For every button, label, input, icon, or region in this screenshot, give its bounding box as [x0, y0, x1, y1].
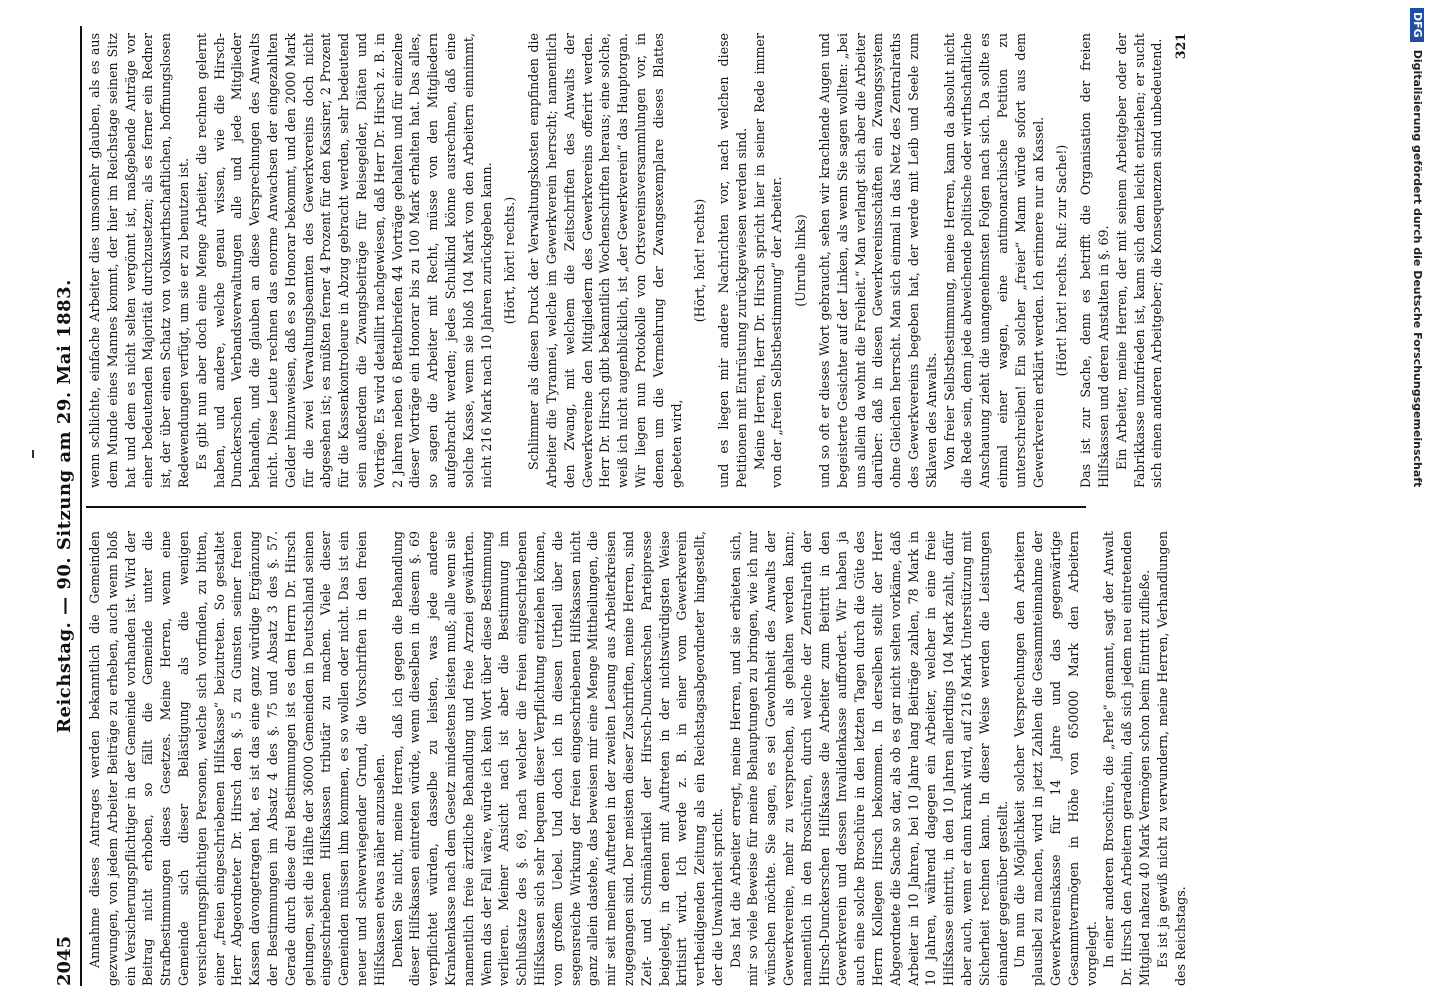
paragraph: und es liegen mir andere Nachrichten vor, nach welchen diese Petitionen mit Entrüstung zurückgewiesen werden sind. — [716, 33, 749, 488]
dfg-logo: DFG — [1410, 8, 1424, 42]
page-title: Reichstag. — 90. Sitzung am 29. Mai 1883. — [54, 279, 75, 733]
paragraph: Denken Sie nicht, meine Herren, daß ich gegen die Behandlung dieser Hilfskassen eintreten würde, wenn dieselben in diesem §. 69 verpflichtet würden, dasselbe zu leisten, was jede andere Krankenkasse nach dem Gesetz mindestens leisten muß; alle wenn sie namentlich freie ärztliche Behandlung und freie Arznei gewährten. Wenn das der Fall wäre, würde ich kein Wort über diese Bestimmung verlieren. Meiner Ansicht nach ist aber die Bestimmung im Schlußsatze des §. 69, nach welcher die freien eingeschriebenen Hilfskassen sich sehr bequem dieser Verpflichtung entziehen können, von großem Uebel. Und doch ich in diesen Urtheil über die segensreiche Wirkung der freien eingeschriebenen Hilfskassen nicht ganz allein dastehe, das beweisen mir eine Menge Mittheilungen, die mir seit meinem Auftreten in der zweiten Lesung aus Arbeiterkreisen zugegangen sind. Der meisten dieser Zuschriften, meine Herren, sind Zeit- und Schmähartikel der Hirsch-Dunckerschen Parteipresse beigelegt, in denen mit Auftreten in der nichtswürdigsten Weise kritisirt wird. Ich werde z. B. in einer vom Gewerkverein vertheidigenden Zeitung als ein Reichstagsabgeordneter hingestellt, der die Unwahrheit spricht. — [389, 531, 725, 986]
paragraph: Ein Arbeiter, meine Herren, der mit seinem Arbeitgeber oder der Fabrikkasse unzufrieden ist, kann sich dem leicht entziehen; er sucht sich einen anderen Arbeitgeber; die Konsequenzen sind unbedeutend. — [1113, 33, 1165, 488]
interjection: (Hört, hört! rechts) — [692, 198, 708, 323]
interjection: (Hört! hört! rechts. Ruf: zur Sache!) — [1054, 144, 1070, 377]
page-number: 2045 — [54, 935, 75, 986]
column-divider — [86, 506, 1086, 508]
paragraph: Es gibt nun aber doch eine Menge Arbeiter, die rechnen gelernt haben, und andere, welche genau wissen, wie die Hirsch-Dunckerschen Verbandsverwaltungen alle und jede Mitglieder behandeln, und die glauben an diese Versprechungen des Anwalts nicht. Diese Leute rechnen das enorme Anwachsen der eingezahlten Gelder hinzuweisen, daß es so Honorar bekommt, und den 2000 Mark für die zwei Verwaltungsbeamten des Gewerkvereins doch nicht abgesehen ist; es müßten ferner 4 Prozent für den Kassirer, 2 Prozent für die Kassenkontroleure in Abzug gebracht werden, sehr bedeutend sein außerdem die Zwangsbeiträge für Reisegelder, Diäten und Vorträge. Es wird detaillirt nachgewiesen, daß Herr Dr. Hirsch z. B. in 2 Jahren neben 6 Bettelbriefen 44 Vorträge gehalten und für einzelne dieser Vorträge ein Honorar bis zu 100 Mark erhalten hat. Das alles, so sagen die Arbeiter mit Recht, müsse von den Mitgliedern aufgebracht werden; jedes Schulkind könne ausrechnen, daß eine solche Kasse, wenn sie bloß 104 Mark von den Arbeitern einnimmt, nicht 216 Mark nach 10 Jahren zurückgeben kann. — [193, 33, 494, 488]
page-header — [50, 26, 82, 986]
paragraph: Schlimmer als diesen Druck der Verwaltungskosten empfinden die Arbeiter die Tyrannei, welche im Gewerkverein herrscht; namentlich den Zwang, mit welchem die Zeitschriften des Anwalts der Gewerkvereine den Mitgliedern des Gewerkvereins offerirt werden. Herr Dr. Hirsch gibt bekanntlich Wochenschriften heraus; eine solche, weiß ich nicht augenblicklich, ist „der Gewerkverein“ das Hauptorgan. Wir liegen nun Protokolle von Ortsvereinsversammlungen vor, in denen um die Vermehrung der Zwangsexemplare dieses Blattes gebeten wird, — [526, 33, 684, 488]
scan-speckle — [32, 450, 34, 458]
interjection: (Unruhe links) — [793, 214, 809, 307]
paragraph: In einer anderen Broschüre, die „Perle“ genannt, sagt der Anwalt Dr. Hirsch den Arbeitern geradehin, daß sich jedem neu eintretenden Mitglied nahezu 40 Mark Vermögen schon beim Eintritt zufließe. — [1101, 531, 1153, 986]
paragraph: Es ist ja gewiß nicht zu verwundern, meine Herren, Verhandlungen des Reichstags. — [1154, 531, 1188, 986]
paragraph: Annahme dieses Antrages werden bekanntlich die Gemeinden gezwungen, von jedem Arbeiter Beiträge zu erheben, auch wenn bloß ein Versicherungspflichtiger in der Gemeinde vorhanden ist. Wird der Beitrag nicht erhoben, so fällt die Gemeinde unter die Strafbestimmungen dieses Gesetzes. Meine Herren, wenn eine Gemeinde sich dieser Belästigung als die wenigen versicherungspflichtigen Personen, welche sich vorfinden, zu bitten, einer „freien eingeschriebenen Hilfskasse“ beizutreten. So gestaltet Herr Abgeordneter Dr. Hirsch den §. 5 zu Gunsten seiner freien Kassen davongetragen hat, es ist das eine ganz würdige Ergänzung der Bestimmungen im Absatz 4 des §. 75 und Absatz 3 des §. 57. Gerade durch diese drei Bestimmungen ist es dem Herrn Dr. Hirsch gelungen, seit die Hälfte der 36000 Gemeinden in Deutschland seinen eingeschriebenen Hilfskassen tributär zu machen. Viele dieser Gemeinden müssen ihm kommen, es so wollen oder nicht. Das ist ein neuer und schwerwiegender Grund, die Vorschriften in den freien Hilfskassen etwas näher anzusehen. — [87, 531, 387, 986]
paragraph: wenn schlichte, einfache Arbeiter dies umsomehr glauben, als es aus dem Munde eines Mannes kommt, der hier im Reichstage seinen Sitz hat und dem es nicht selten vergönnt ist, maßgebende Anträge vor einer bedeutenden Majorität durchzusetzen; als es ferner ein Redner ist, der über einen Schatz von volkswirthschaftlichen, hoffnungslosen Redewendungen verfügt, um sie er zu benutzen ist. — [87, 33, 191, 488]
paragraph: Um nun die Möglichkeit solcher Versprechungen den Arbeitern plausibel zu machen, wird in jetzt Zahlen die Gesammteinnahme der Gewerkvereinskasse für 14 Jahre und das gegenwärtige Gesammtvermögen in Höhe von 650000 Mark den Arbeitern vorgelegt. — [1012, 531, 1099, 986]
paragraph: Das hat die Arbeiter erregt, meine Herren, und sie erbieten sich, mir so viele Beweise für meine Behauptungen zu bringen, wie ich nur wünschen möchte. Sie sagen, es sei Gewohnheit des Anwalts der Gewerkvereine, mehr zu versprechen, als gehalten werden kann; namentlich in den Broschüren, durch welche der Zentralrath der Hirsch-Dunckerschen Hilfskasse die Arbeiter zum Beitritt in den Gewerkverein und dessen Invalidenkasse auffordert. Wir haben ja auch eine solche Broschüre in den letzten Tagen durch die Güte des Herrn Kollegen Hirsch bekommen. In derselben stellt der Herr Abgeordnete die Sache so dar, als ob es gar nicht selten vorkäme, daß Arbeiter in 10 Jahren, bei 10 Jahre lang Beiträge zahlen, 78 Mark in 10 Jahren, während dagegen ein Arbeiter, welcher in eine freie Hilfskasse eintritt, in den 10 Jahren allerdings 104 Mark zahlt, dafür aber auch, wenn er dann krank wird, auf 216 Mark Unterstützung mit Sicherheit rechnen kann. In dieser Weise werden die Leistungen einander gegenüber gestellt. — [727, 531, 1010, 986]
left-column — [86, 531, 1386, 986]
paragraph: Meine Herren, Herr Dr. Hirsch spricht hier in seiner Rede immer von der „freien Selbstbestimmung“ der Arbeiter. — [751, 33, 785, 488]
dfg-watermark — [1406, 0, 1428, 1000]
paragraph: Von freier Selbstbestimmung, meine Herren, kann da absolut nicht die Rede sein, denn jede abweichende politische oder wirthschaftliche Anschauung zieht die unangenehmsten Folgen nach sich. Da sollte es einmal einer wagen, eine antimonarchische Petition zu unterschreiben! Ein solcher „freier“ Mann würde sofort aus dem Gewerkverein erklärt werden. Ich erinnere nur an Kassel. — [941, 33, 1046, 488]
paragraph: Das ist zur Sache, denn es betrifft die Organisation der freien Hilfskassen und deren Anstalten in §. 69. — [1078, 33, 1112, 488]
dfg-text: Digitalisierung gefördert durch die Deutsche Forschungsgemeinschaft — [1411, 49, 1424, 488]
signature-mark: 321 — [1173, 33, 1189, 60]
interjection: (Hört, hört! rechts.) — [502, 196, 518, 325]
paragraph: und so oft er dieses Wort gebraucht, sehen wir krachlende Augen und begeisterte Gesichter auf der Linken, als wenn Sie sagen wollten: „bei uns allein da wohnt die Freiheit.“ Man verlangt sich aber die Arbeiter darüber: daß in diesen Gewerkvereinsschäften ein Zwangssystem ohne Gleichen herrscht. Man sich einmal in das Netz des Zentralraths des Gewerkvereins begeben hat, der werde mit Leib und Seele zum Sklaven des Anwalts. — [817, 33, 939, 488]
right-column — [86, 33, 1386, 488]
